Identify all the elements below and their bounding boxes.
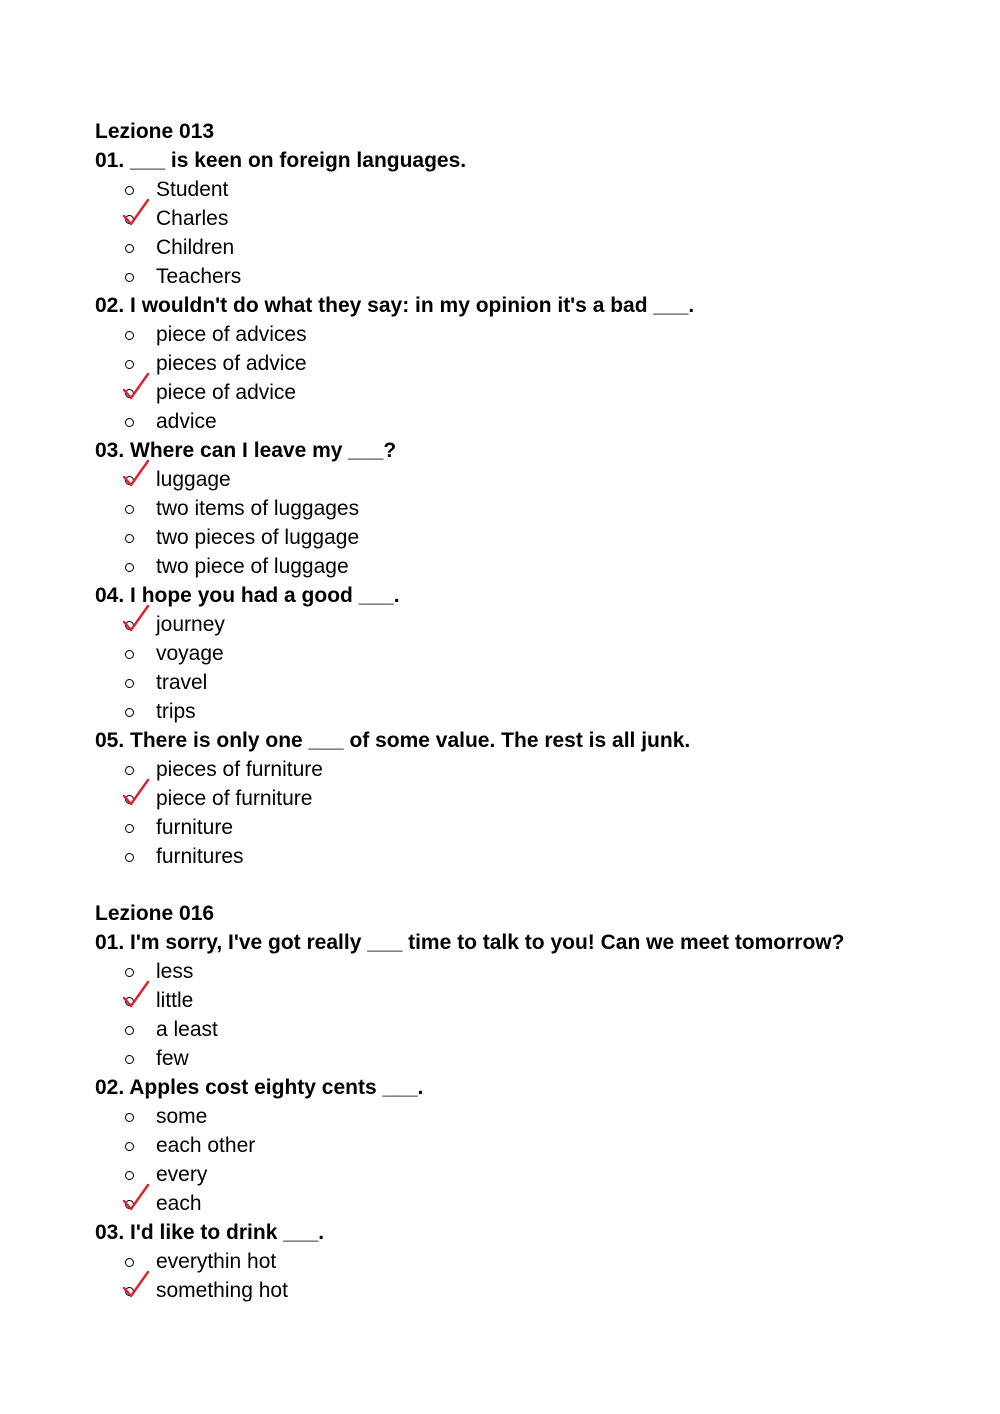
answer-option[interactable] [95, 784, 955, 813]
option-label: two items of luggages [156, 497, 360, 520]
answer-option[interactable] [95, 523, 955, 552]
checkmark-icon [122, 457, 152, 487]
radio-circle-icon[interactable] [125, 842, 139, 871]
answer-option[interactable] [95, 1044, 955, 1073]
option-label: piece of furniture [156, 787, 313, 810]
answer-option[interactable] [95, 755, 955, 784]
question-text: 01. I'm sorry, I've got really ___ time to talk to you! Can we meet tomorrow? [95, 931, 845, 954]
worksheet [95, 117, 955, 1305]
answer-option[interactable] [95, 320, 955, 349]
checkmark-icon [122, 602, 152, 632]
option-label: every [156, 1163, 208, 1186]
answer-option[interactable] [95, 233, 955, 262]
option-label: luggage [156, 468, 231, 491]
answer-option[interactable] [95, 1276, 955, 1305]
radio-circle-icon[interactable] [125, 233, 139, 262]
option-label: two piece of luggage [156, 555, 349, 578]
radio-circle-icon[interactable] [125, 668, 139, 697]
option-label: Charles [156, 207, 229, 230]
checkmark-icon [122, 978, 152, 1008]
radio-circle-icon[interactable] [125, 1102, 139, 1131]
lesson-title: Lezione 013 [95, 120, 215, 143]
radio-circle-icon[interactable] [125, 523, 139, 552]
option-label: advice [156, 410, 217, 433]
answer-option[interactable] [95, 1015, 955, 1044]
option-label: trips [156, 700, 196, 723]
checkmark-icon [122, 776, 152, 806]
answer-option[interactable] [95, 349, 955, 378]
option-label: Teachers [156, 265, 242, 288]
answer-option[interactable] [95, 552, 955, 581]
radio-circle-icon[interactable] [125, 320, 139, 349]
option-label: piece of advices [156, 323, 307, 346]
option-label: travel [156, 671, 208, 694]
lesson-title: Lezione 016 [95, 902, 215, 925]
radio-circle-icon[interactable] [125, 262, 139, 291]
answer-option[interactable] [95, 175, 955, 204]
option-label: Student [156, 178, 229, 201]
answer-option[interactable] [95, 1160, 955, 1189]
option-label: pieces of advice [156, 352, 307, 375]
radio-circle-icon[interactable] [125, 1044, 139, 1073]
answer-option[interactable] [95, 842, 955, 871]
option-label: something hot [156, 1279, 288, 1302]
option-label: two pieces of luggage [156, 526, 360, 549]
radio-circle-icon[interactable] [125, 494, 139, 523]
option-label: less [156, 960, 194, 983]
option-label: few [156, 1047, 189, 1070]
question-text: 05. There is only one ___ of some value. The rest is all junk. [95, 729, 691, 752]
question-text: 03. I'd like to drink ___. [95, 1221, 325, 1244]
radio-circle-icon[interactable] [125, 813, 139, 842]
answer-option[interactable] [95, 1102, 955, 1131]
option-label: pieces of furniture [156, 758, 323, 781]
radio-circle-icon[interactable] [125, 639, 139, 668]
answer-option[interactable] [95, 1247, 955, 1276]
answer-option[interactable] [95, 639, 955, 668]
lesson-section [95, 117, 955, 871]
question-text: 01. ___ is keen on foreign languages. [95, 149, 467, 172]
radio-circle-icon[interactable] [125, 1015, 139, 1044]
lesson-section [95, 899, 955, 1305]
option-label: a least [156, 1018, 218, 1041]
question-text: 03. Where can I leave my ___? [95, 439, 397, 462]
option-label: piece of advice [156, 381, 297, 404]
checkmark-icon [122, 370, 152, 400]
checkmark-icon [122, 1181, 152, 1211]
checkmark-icon [122, 196, 152, 226]
option-label: Children [156, 236, 235, 259]
question-text: 02. I wouldn't do what they say: in my opinion it's a bad ___. [95, 294, 695, 317]
answer-option[interactable] [95, 465, 955, 494]
radio-circle-icon[interactable] [125, 407, 139, 436]
answer-option[interactable] [95, 378, 955, 407]
answer-option[interactable] [95, 407, 955, 436]
answer-option[interactable] [95, 610, 955, 639]
answer-option[interactable] [95, 262, 955, 291]
answer-option[interactable] [95, 697, 955, 726]
option-label: everythin hot [156, 1250, 277, 1273]
option-label: furniture [156, 816, 234, 839]
answer-option[interactable] [95, 494, 955, 523]
radio-circle-icon[interactable] [125, 697, 139, 726]
answer-option[interactable] [95, 957, 955, 986]
answer-option[interactable] [95, 668, 955, 697]
answer-option[interactable] [95, 813, 955, 842]
option-label: each [156, 1192, 202, 1215]
answer-option[interactable] [95, 1131, 955, 1160]
option-label: some [156, 1105, 208, 1128]
answer-option[interactable] [95, 986, 955, 1015]
option-label: each other [156, 1134, 256, 1157]
question-text: 02. Apples cost eighty cents ___. [95, 1076, 424, 1099]
checkmark-icon [122, 1268, 152, 1298]
question-text: 04. I hope you had a good ___. [95, 584, 400, 607]
answer-option[interactable] [95, 1189, 955, 1218]
option-label: little [156, 989, 194, 1012]
radio-circle-icon[interactable] [125, 552, 139, 581]
option-label: journey [156, 613, 225, 636]
radio-circle-icon[interactable] [125, 1131, 139, 1160]
option-label: furnitures [156, 845, 244, 868]
option-label: voyage [156, 642, 224, 665]
answer-option[interactable] [95, 204, 955, 233]
